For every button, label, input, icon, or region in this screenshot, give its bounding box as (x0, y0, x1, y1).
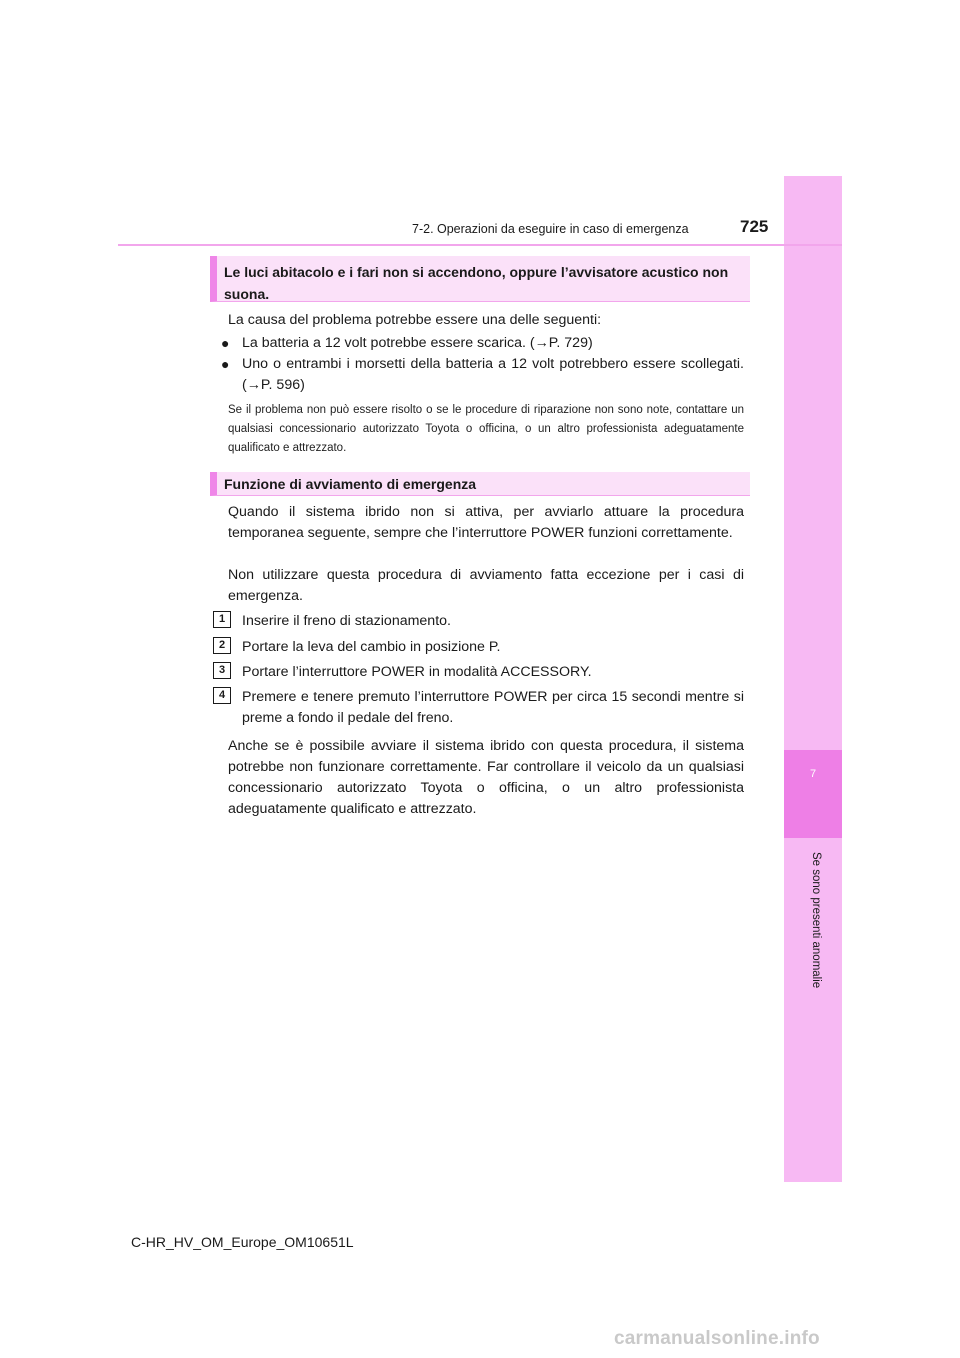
step-number: 2 (213, 637, 231, 654)
step-item (213, 637, 744, 658)
section-heading-emergency-start: Funzione di avviamento di emergenza (210, 472, 750, 496)
step-number: 3 (213, 662, 231, 679)
step-item (213, 687, 744, 729)
bullet-item (221, 333, 744, 354)
section2-intro: Quando il sistema ibrido non si attiva, per avviarlo attuare la procedura temporanea seguente, sempre che l’interruttore POWER funzioni correttamente. (228, 504, 744, 541)
chapter-label: Se sono presenti anomalie (810, 852, 822, 989)
bullet-icon: ● (221, 335, 230, 351)
bullet-text: La batteria a 12 volt potrebbe essere scarica. (→P. 729) (242, 335, 593, 351)
chapter-number: 7 (809, 768, 817, 780)
step-item (213, 662, 744, 683)
bullet-icon: ● (221, 356, 230, 372)
section1-note: Se il problema non può essere risolto o se le procedure di riparazione non sono note, contattare un qualsiasi concessionario autorizzato Toyota o officina, o un altro professionista adeguatamente qualificato e attrezzato. (228, 404, 744, 454)
step-text: Premere e tenere premuto l’interruttore POWER per circa 15 secondi mentre si preme a fondo il pedale del freno. (242, 689, 744, 726)
page-number: 725 (740, 217, 769, 236)
step-text: Inserire il freno di stazionamento. (242, 613, 451, 629)
section-heading-lights-horn: Le luci abitacolo e i fari non si accendono, oppure l’avvisatore acustico non suona. (210, 256, 750, 302)
step-number: 1 (213, 611, 231, 628)
header-divider (118, 244, 842, 246)
document-code: C-HR_HV_OM_Europe_OM10651L (131, 1234, 354, 1250)
section1-intro: La causa del problema potrebbe essere una delle seguenti: (228, 312, 602, 328)
watermark: carmanualsonline.info (614, 1328, 820, 1349)
step-number: 4 (213, 687, 231, 704)
step-text: Portare la leva del cambio in posizione P. (242, 639, 501, 655)
chapter-marker (784, 750, 842, 838)
chapter-side-tab (784, 176, 842, 1182)
step-item (213, 611, 744, 632)
section2-warning: Non utilizzare questa procedura di avviamento fatta eccezione per i casi di emergenza. (228, 567, 744, 604)
section-header-title: 7-2. Operazioni da eseguire in caso di emergenza (412, 222, 689, 236)
bullet-item (221, 354, 744, 396)
bullet-text: Uno o entrambi i morsetti della batteria a 12 volt potrebbero essere scollegati. (→P. 596) (242, 356, 744, 393)
step-text: Portare l’interruttore POWER in modalità ACCESSORY. (242, 664, 592, 680)
section2-closing: Anche se è possibile avviare il sistema ibrido con questa procedura, il sistema potrebbe non funzionare correttamente. Far controllare il veicolo da un qualsiasi concessionario autorizzato Toyota o officina, o un altro professionista adeguatamente qualificato e attrezzato. (228, 738, 744, 817)
